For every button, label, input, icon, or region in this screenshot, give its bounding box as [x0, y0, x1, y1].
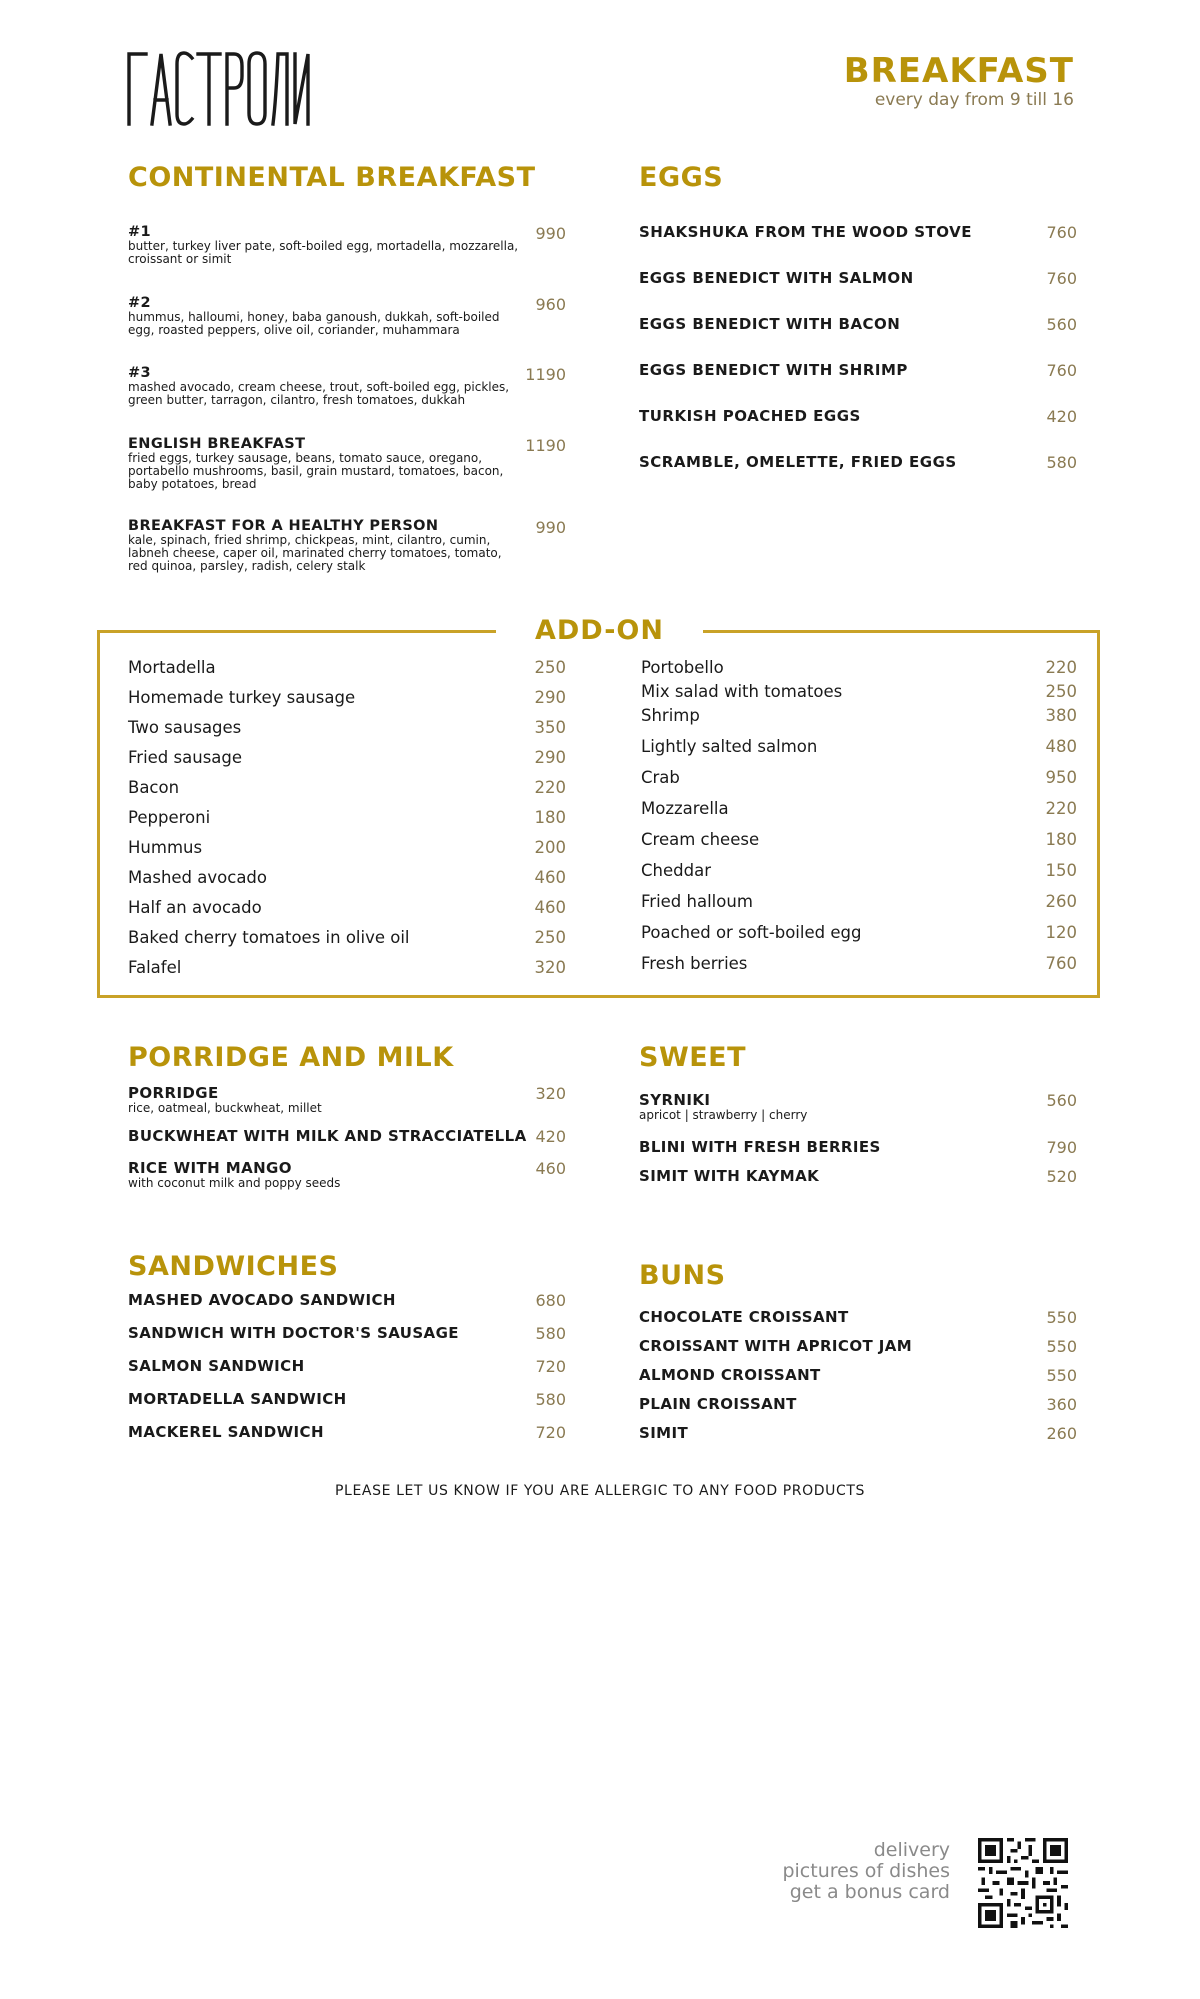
menu-item	[128, 295, 566, 337]
item-description: mashed avocado, cream cheese, trout, soft-boiled egg, pickles, green butter, tarragon, cilantro, fresh tomatoes, dukkah	[128, 380, 510, 407]
item-name: PORRIDGE	[128, 1084, 219, 1102]
addon-price: 460	[534, 868, 566, 887]
addon-name: Shrimp	[641, 706, 700, 725]
addon-name: Portobello	[641, 658, 724, 677]
item-price: 960	[535, 295, 566, 314]
addon-price: 220	[534, 778, 566, 797]
item-name: #3	[128, 365, 152, 381]
addon-price: 290	[534, 688, 566, 707]
menu-item	[639, 315, 1077, 333]
menu-hours: every day from 9 till 16	[874, 90, 1074, 110]
item-description: apricot | strawberry | cherry	[639, 1108, 808, 1122]
item-name: CROISSANT WITH APRICOT JAM	[639, 1337, 913, 1355]
addon-name: Mortadella	[128, 658, 216, 677]
item-description: kale, spinach, fried shrimp, chickpeas, mint, cilantro, cumin, labneh cheese, caper oil, marinated cherry tomatoes, tomato, red quinoa, parsley, radish, celery stalk	[128, 533, 502, 573]
item-name: SIMIT WITH KAYMAK	[639, 1167, 820, 1185]
addon-price: 950	[1045, 768, 1077, 787]
item-name: BREAKFAST FOR A HEALTHY PERSON	[128, 518, 439, 534]
item-price: 460	[535, 1159, 566, 1178]
item-name: #2	[128, 295, 152, 311]
addon-name: Fresh berries	[641, 954, 748, 973]
item-description: with coconut milk and poppy seeds	[128, 1176, 341, 1190]
menu-item	[128, 1127, 566, 1145]
addon-price: 120	[1045, 923, 1077, 942]
menu-item	[639, 1337, 1077, 1355]
addon-name: Hummus	[128, 838, 203, 857]
item-price: 550	[1046, 1366, 1077, 1385]
addon-name: Lightly salted salmon	[641, 737, 818, 756]
addon-name: Crab	[641, 768, 680, 787]
section-title-eggs: EGGS	[639, 162, 724, 193]
item-name: BLINI WITH FRESH BERRIES	[639, 1138, 881, 1156]
addon-name: Mashed avocado	[128, 868, 267, 887]
menu-item	[639, 269, 1077, 287]
addon-item	[128, 868, 566, 887]
addon-name: Poached or soft-boiled egg	[641, 923, 862, 942]
addon-price: 250	[534, 928, 566, 947]
addon-item	[128, 838, 566, 857]
addon-name: Homemade turkey sausage	[128, 688, 356, 707]
item-name: RICE WITH MANGO	[128, 1159, 292, 1177]
addon-item	[641, 923, 1077, 942]
item-price: 360	[1046, 1395, 1077, 1414]
addon-name: Falafel	[128, 958, 182, 977]
item-price: 420	[1046, 407, 1077, 426]
menu-item	[128, 436, 566, 491]
menu-item	[639, 1424, 1077, 1442]
addon-name: Cream cheese	[641, 830, 760, 849]
menu-item	[128, 518, 566, 573]
item-price: 580	[535, 1324, 566, 1343]
item-price: 420	[535, 1127, 566, 1146]
item-price: 580	[1046, 453, 1077, 472]
addon-item	[128, 928, 566, 947]
menu-item	[128, 1084, 566, 1115]
addon-name: Fried sausage	[128, 748, 243, 767]
menu-item	[639, 223, 1077, 241]
menu-item	[639, 1366, 1077, 1384]
addon-price: 180	[534, 808, 566, 827]
menu-item	[639, 1167, 1077, 1185]
addon-name: Fried halloum	[641, 892, 753, 911]
item-description: rice, oatmeal, buckwheat, millet	[128, 1101, 322, 1115]
addon-price: 460	[534, 898, 566, 917]
section-title-addon: ADD-ON	[535, 615, 664, 646]
item-name: SCRAMBLE, OMELETTE, FRIED EGGS	[639, 453, 957, 471]
menu-item	[639, 1138, 1077, 1156]
section-title-porridge: PORRIDGE AND MILK	[128, 1042, 454, 1073]
addon-item	[128, 898, 566, 917]
addon-name: Mix salad with tomatoes	[641, 682, 843, 701]
menu-title: BREAKFAST	[843, 51, 1074, 91]
addon-name: Mozzarella	[641, 799, 729, 818]
menu-header	[844, 52, 1074, 110]
brand-logo	[126, 50, 311, 126]
addon-item	[641, 830, 1077, 849]
menu-item	[639, 1395, 1077, 1413]
addon-price: 290	[534, 748, 566, 767]
item-price: 560	[1046, 1091, 1077, 1110]
item-name: SALMON SANDWICH	[128, 1357, 305, 1375]
addon-name: Half an avocado	[128, 898, 262, 917]
menu-item	[128, 1324, 566, 1342]
item-name: SYRNIKI	[639, 1091, 711, 1109]
addon-item	[128, 958, 566, 977]
section-title-buns: BUNS	[639, 1260, 726, 1291]
addon-name: Baked cherry tomatoes in olive oil	[128, 928, 410, 947]
item-name: EGGS BENEDICT WITH SALMON	[639, 269, 914, 287]
menu-item	[639, 453, 1077, 471]
menu-item	[128, 1423, 566, 1441]
addon-item	[128, 778, 566, 797]
addon-item	[128, 658, 566, 677]
item-name: ALMOND CROISSANT	[639, 1366, 821, 1384]
qr-code-icon[interactable]	[978, 1838, 1068, 1928]
addon-item	[641, 682, 1077, 701]
footer-pictures: pictures of dishes	[782, 1860, 950, 1882]
item-name: PLAIN CROISSANT	[639, 1395, 797, 1413]
menu-item	[128, 1357, 566, 1375]
addon-item	[641, 954, 1077, 973]
menu-item	[128, 1291, 566, 1309]
addon-item	[128, 718, 566, 737]
item-name: MACKEREL SANDWICH	[128, 1423, 324, 1441]
menu-item	[128, 224, 566, 266]
addon-price: 220	[1045, 799, 1077, 818]
addon-item	[641, 658, 1077, 677]
addon-price: 200	[534, 838, 566, 857]
item-price: 1190	[525, 365, 566, 384]
addon-name: Two sausages	[128, 718, 242, 737]
item-description: fried eggs, turkey sausage, beans, tomato sauce, oregano, portabello mushrooms, basil, grain mustard, tomatoes, bacon, baby potatoes, bread	[128, 451, 504, 491]
addon-item	[641, 861, 1077, 880]
section-title-continental: CONTINENTAL BREAKFAST	[128, 162, 536, 193]
menu-item	[128, 1159, 566, 1190]
addon-price: 260	[1045, 892, 1077, 911]
item-name: SIMIT	[639, 1424, 689, 1442]
menu-item	[639, 361, 1077, 379]
item-price: 760	[1046, 269, 1077, 288]
addon-price: 350	[534, 718, 566, 737]
addon-price: 180	[1045, 830, 1077, 849]
item-name: MASHED AVOCADO SANDWICH	[128, 1291, 396, 1309]
addon-price: 150	[1045, 861, 1077, 880]
addon-price: 380	[1045, 706, 1077, 725]
addon-item	[641, 737, 1077, 756]
item-name: SHAKSHUKA FROM THE WOOD STOVE	[639, 223, 972, 241]
addon-price: 250	[534, 658, 566, 677]
item-price: 760	[1046, 361, 1077, 380]
item-name: CHOCOLATE CROISSANT	[639, 1308, 849, 1326]
item-price: 720	[535, 1423, 566, 1442]
item-price: 260	[1046, 1424, 1077, 1443]
item-name: SANDWICH WITH DOCTOR'S SAUSAGE	[128, 1324, 459, 1342]
addon-price: 760	[1045, 954, 1077, 973]
menu-item	[128, 1390, 566, 1408]
item-price: 550	[1046, 1337, 1077, 1356]
addon-price: 320	[534, 958, 566, 977]
addon-name: Bacon	[128, 778, 180, 797]
section-title-sandwiches: SANDWICHES	[128, 1251, 339, 1282]
item-price: 680	[535, 1291, 566, 1310]
item-price: 560	[1046, 315, 1077, 334]
menu-item	[639, 1308, 1077, 1326]
allergy-note: PLEASE LET US KNOW IF YOU ARE ALLERGIC TO ANY FOOD PRODUCTS	[335, 1483, 865, 1499]
addon-name: Cheddar	[641, 861, 711, 880]
addon-name: Pepperoni	[128, 808, 211, 827]
item-name: EGGS BENEDICT WITH BACON	[639, 315, 901, 333]
item-price: 990	[535, 224, 566, 243]
addon-price: 480	[1045, 737, 1077, 756]
item-price: 580	[535, 1390, 566, 1409]
addon-item	[641, 892, 1077, 911]
item-price: 550	[1046, 1308, 1077, 1327]
item-name: TURKISH POACHED EGGS	[639, 407, 861, 425]
item-name: EGGS BENEDICT WITH SHRIMP	[639, 361, 908, 379]
addon-item	[641, 706, 1077, 725]
item-price: 520	[1046, 1167, 1077, 1186]
item-price: 320	[535, 1084, 566, 1103]
item-price: 720	[535, 1357, 566, 1376]
item-price: 790	[1046, 1138, 1077, 1157]
item-name: MORTADELLA SANDWICH	[128, 1390, 347, 1408]
addon-item	[641, 768, 1077, 787]
item-name: BUCKWHEAT WITH MILK AND STRACCIATELLA	[128, 1127, 527, 1145]
menu-item	[128, 365, 566, 407]
menu-item	[639, 407, 1077, 425]
footer-bonus: get a bonus card	[789, 1881, 950, 1903]
section-title-sweet: SWEET	[639, 1042, 747, 1073]
addon-item	[641, 799, 1077, 818]
item-description: hummus, halloumi, honey, baba ganoush, dukkah, soft-boiled egg, roasted peppers, olive oil, coriander, muhammara	[128, 310, 500, 337]
addon-item	[128, 748, 566, 767]
item-price: 1190	[525, 436, 566, 455]
footer-links	[782, 1840, 950, 1903]
item-price: 990	[535, 518, 566, 537]
addon-title-wrap	[496, 612, 703, 650]
item-description: butter, turkey liver pate, soft-boiled egg, mortadella, mozzarella, croissant or simit	[128, 239, 519, 266]
item-name: #1	[128, 224, 152, 240]
addon-item	[128, 808, 566, 827]
addon-item	[128, 688, 566, 707]
addon-price: 220	[1045, 658, 1077, 677]
footer-delivery: delivery	[873, 1839, 950, 1861]
menu-item	[639, 1091, 1077, 1122]
addon-price: 250	[1045, 682, 1077, 701]
item-name: ENGLISH BREAKFAST	[128, 436, 306, 452]
item-price: 760	[1046, 223, 1077, 242]
